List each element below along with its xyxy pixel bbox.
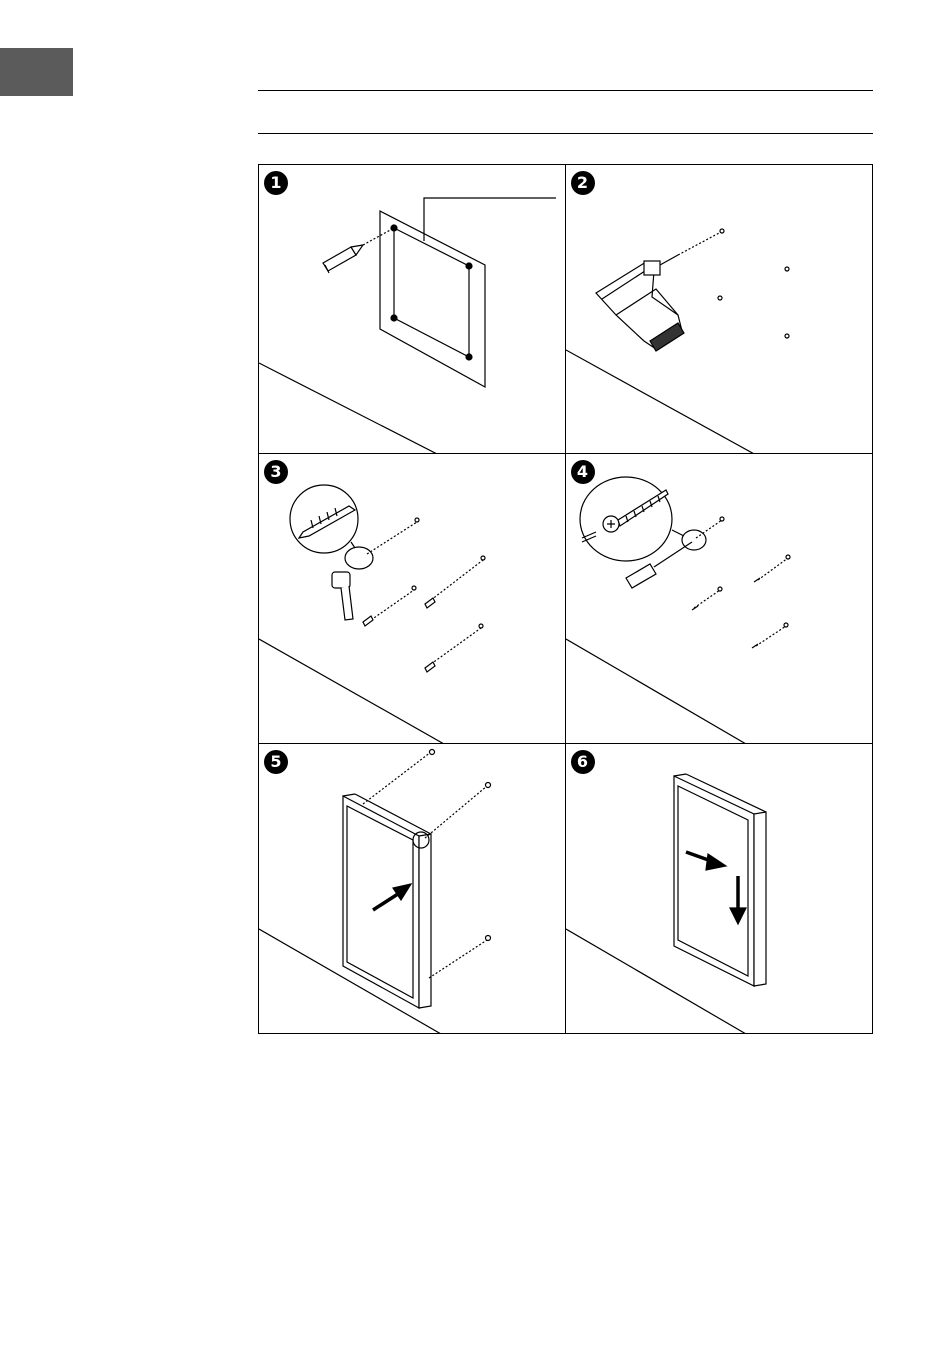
wall-plug-detail-bubble <box>290 485 373 569</box>
wall-floor-line <box>259 363 439 454</box>
step-5-panel <box>259 744 566 1033</box>
step-1-number: 1 <box>264 171 288 195</box>
drill-icon <box>596 255 684 351</box>
step-4-panel <box>566 454 873 743</box>
panel-frame <box>674 774 766 986</box>
step-1-panel <box>259 165 566 454</box>
step-5-number: 5 <box>264 750 288 774</box>
template-callout-line <box>424 198 556 241</box>
step-4-illustration <box>566 454 873 743</box>
wall-floor-line <box>566 639 746 743</box>
drilling-template <box>380 211 485 387</box>
step-6-panel <box>566 744 873 1033</box>
header-rule-top <box>258 90 873 91</box>
step-6-illustration <box>566 744 873 1033</box>
step-1-illustration <box>259 165 566 454</box>
wall-floor-line <box>566 350 756 454</box>
screw-detail-bubble <box>580 477 706 561</box>
step-4-number: 4 <box>571 460 595 484</box>
step-2-number: 2 <box>571 171 595 195</box>
wall-floor-line <box>259 639 444 743</box>
screw-icons <box>692 517 790 648</box>
step-3-panel <box>259 454 566 743</box>
drill-hole-marks <box>718 229 789 338</box>
header-rule-bottom <box>258 133 873 134</box>
installation-steps-grid <box>258 164 873 1034</box>
step-3-illustration <box>259 454 566 743</box>
hammer-icon <box>332 572 353 620</box>
step-6-number: 6 <box>571 750 595 774</box>
step-5-illustration <box>259 744 566 1033</box>
step-2-panel <box>566 165 873 454</box>
wall-screw-icons <box>430 749 491 940</box>
step-2-illustration <box>566 165 873 454</box>
language-tab <box>0 48 73 96</box>
wall-plug-icons <box>363 518 485 672</box>
step-3-number: 3 <box>264 460 288 484</box>
pencil-icon <box>323 245 363 273</box>
